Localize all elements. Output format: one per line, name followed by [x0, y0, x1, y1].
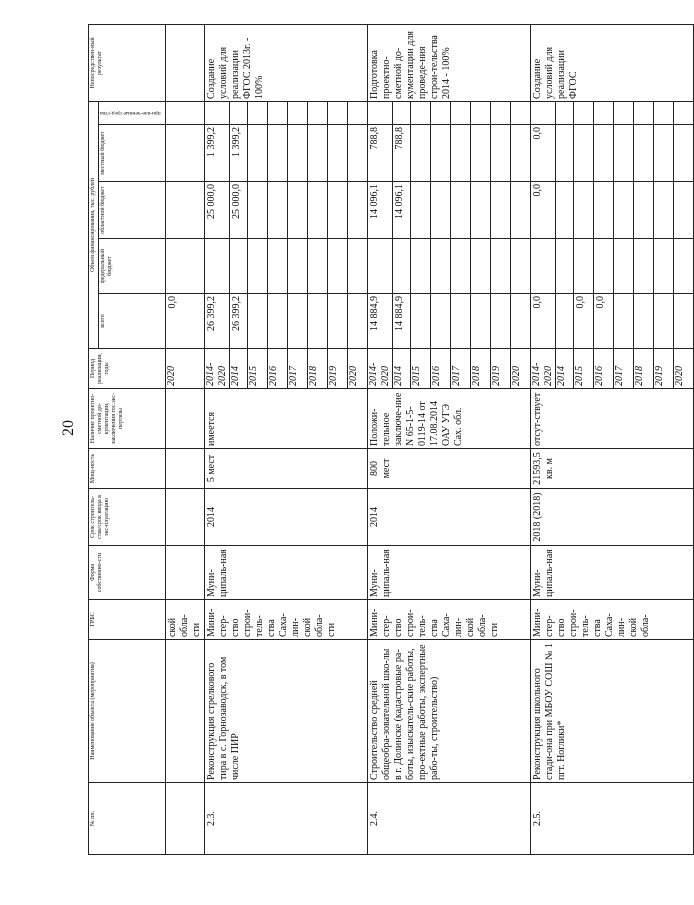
local-cell: [593, 125, 613, 182]
other-cell: [470, 101, 490, 124]
regional-cell: 14 096,1: [392, 182, 410, 239]
regional-cell: [450, 182, 470, 239]
total-cell: [410, 294, 430, 349]
header-funding: Объем финансирования, тыс. рублей: [89, 101, 99, 348]
table-row: [204, 24, 229, 854]
local-cell: [470, 125, 490, 182]
other-cell: [307, 101, 327, 124]
header-other-label: при-вле-ченные сред-ства: [100, 109, 161, 116]
local-cell: [247, 125, 267, 182]
local-cell: [347, 125, 367, 182]
other-cell: [673, 101, 693, 124]
year-cell: 2015: [573, 349, 593, 389]
other-cell: [229, 101, 247, 124]
row-number: 2.4.: [367, 783, 530, 855]
federal-cell: [530, 239, 555, 294]
year-cell: 2016: [593, 349, 613, 389]
object-name: Строительство средней общеобра-зовательной шко-лы в г. Долинске (кадастровые ра-боты, изыскатель-ские работы, про-ектные работы, экспертные рабо-ты, строительство): [367, 640, 530, 783]
federal-cell: [573, 239, 593, 294]
other-cell: [347, 101, 367, 124]
docs-cell: имеется: [204, 389, 367, 449]
federal-cell: [555, 239, 573, 294]
federal-cell: [450, 239, 470, 294]
local-cell: [555, 125, 573, 182]
federal-cell: [593, 239, 613, 294]
year-cell: 2019: [490, 349, 510, 389]
carry-total: 0,0: [165, 294, 204, 349]
total-cell: [287, 294, 307, 349]
regional-cell: [247, 182, 267, 239]
regional-cell: 25 000,0: [229, 182, 247, 239]
capacity-cell: 21593,5 кв. м: [530, 449, 693, 489]
result-cell: Создание условий для реализации ФГОС: [530, 24, 693, 101]
year-cell: 2019: [653, 349, 673, 389]
year-cell: 2019: [327, 349, 347, 389]
result-cell: Создание условий для реализации ФГОС 2013г. - 100%: [204, 24, 367, 101]
local-cell: [327, 125, 347, 182]
regional-cell: [307, 182, 327, 239]
federal-cell: [673, 239, 693, 294]
regional-cell: 14 096,1: [367, 182, 392, 239]
total-cell: 14 884,9: [367, 294, 392, 349]
regional-cell: [430, 182, 450, 239]
total-cell: [555, 294, 573, 349]
year-cell: 2016: [430, 349, 450, 389]
rotated-table-wrapper: [88, 31, 685, 855]
year-cell: 2017: [450, 349, 470, 389]
federal-cell: [287, 239, 307, 294]
header-local: местный бюджет: [99, 125, 166, 182]
regional-cell: [573, 182, 593, 239]
other-cell: [633, 101, 653, 124]
year-cell: 2014-2020: [530, 349, 555, 389]
result-cell: Подготовка проектно-сметной до-кументации для проведе-ния строи-тельства 2014 - 100%: [367, 24, 530, 101]
local-cell: [430, 125, 450, 182]
regional-cell: [673, 182, 693, 239]
term-cell: 2018 (2018): [530, 489, 693, 546]
other-cell: [410, 101, 430, 124]
header-grbs: ГРБС: [89, 600, 166, 640]
header-result: Непосредствен-ный результат: [89, 24, 166, 101]
total-cell: [347, 294, 367, 349]
regional-cell: 0,0: [530, 182, 555, 239]
term-cell: 2014: [204, 489, 367, 546]
total-cell: [307, 294, 327, 349]
federal-cell: [229, 239, 247, 294]
regional-cell: [267, 182, 287, 239]
total-cell: [510, 294, 530, 349]
local-cell: [490, 125, 510, 182]
header-total: всего: [99, 294, 166, 349]
other-cell: [613, 101, 633, 124]
total-cell: [430, 294, 450, 349]
other-cell: [247, 101, 267, 124]
other-cell: [327, 101, 347, 124]
local-cell: 1 399,2: [204, 125, 229, 182]
federal-cell: [307, 239, 327, 294]
total-cell: [327, 294, 347, 349]
term-cell: 2014: [367, 489, 530, 546]
regional-cell: [613, 182, 633, 239]
total-cell: [247, 294, 267, 349]
year-cell: 2020: [347, 349, 367, 389]
object-name: Реконструкция школьного стади-она при МБОУ СОШ № 1 пгт. Ноглики*: [530, 640, 693, 783]
header-name: Наименование объекта (мероприятия): [89, 640, 166, 783]
year-cell: 2016: [267, 349, 287, 389]
regional-cell: [347, 182, 367, 239]
year-cell: 2018: [307, 349, 327, 389]
other-cell: [593, 101, 613, 124]
other-cell: [555, 101, 573, 124]
total-cell: [633, 294, 653, 349]
row-number: 2.3.: [204, 783, 367, 855]
total-cell: 26 399,2: [204, 294, 229, 349]
funding-table: [88, 24, 694, 855]
total-cell: [613, 294, 633, 349]
capacity-cell: 5 мест: [204, 449, 367, 489]
federal-cell: [347, 239, 367, 294]
federal-cell: [653, 239, 673, 294]
total-cell: [490, 294, 510, 349]
total-cell: [673, 294, 693, 349]
federal-cell: [327, 239, 347, 294]
local-cell: 1 399,2: [229, 125, 247, 182]
other-cell: [510, 101, 530, 124]
local-cell: [573, 125, 593, 182]
year-cell: 2014-2020: [204, 349, 229, 389]
object-name: Реконструкция стрелкового тира в с. Горнозаводск, в том числе ПИР: [204, 640, 367, 783]
total-cell: [653, 294, 673, 349]
federal-cell: [633, 239, 653, 294]
federal-cell: [490, 239, 510, 294]
year-cell: 2017: [613, 349, 633, 389]
federal-cell: [510, 239, 530, 294]
ownership-cell: Муни-ципаль-ная: [367, 546, 530, 600]
regional-cell: 25 000,0: [204, 182, 229, 239]
federal-cell: [613, 239, 633, 294]
regional-cell: [327, 182, 347, 239]
total-cell: 14 884,9: [392, 294, 410, 349]
federal-cell: [204, 239, 229, 294]
ownership-cell: Муни-ципаль-ная: [204, 546, 367, 600]
ownership-cell: Муни-ципаль-ная: [530, 546, 693, 600]
other-cell: [367, 101, 392, 124]
other-cell: [530, 101, 555, 124]
local-cell: [267, 125, 287, 182]
local-cell: 0,0: [530, 125, 555, 182]
year-cell: 2014: [229, 349, 247, 389]
federal-cell: [470, 239, 490, 294]
page-number: 20: [60, 420, 77, 436]
local-cell: [613, 125, 633, 182]
federal-cell: [392, 239, 410, 294]
year-cell: 2014-2020: [367, 349, 392, 389]
year-cell: 2018: [633, 349, 653, 389]
federal-cell: [367, 239, 392, 294]
regional-cell: [287, 182, 307, 239]
local-cell: 788,8: [367, 125, 392, 182]
other-cell: [287, 101, 307, 124]
local-cell: [307, 125, 327, 182]
table-row: [367, 24, 392, 854]
total-cell: [450, 294, 470, 349]
header-no: № пп.: [89, 783, 166, 855]
other-cell: [392, 101, 410, 124]
regional-cell: [633, 182, 653, 239]
other-cell: [430, 101, 450, 124]
header-period: Период реализации, годы: [89, 349, 166, 389]
year-cell: 2018: [470, 349, 490, 389]
other-cell: [653, 101, 673, 124]
local-cell: [633, 125, 653, 182]
header-capacity: Мощ-ность: [89, 449, 166, 489]
year-cell: 2014: [555, 349, 573, 389]
header-federal: федеральный бюджет: [99, 239, 166, 294]
regional-cell: [410, 182, 430, 239]
docs-cell: Положи-тельное заключе-ние N 65-1-5-0119-14 от 17.08.2014 ОАУ УГЭ Сах. обл.: [367, 389, 530, 449]
other-cell: [267, 101, 287, 124]
federal-cell: [247, 239, 267, 294]
total-cell: 26 399,2: [229, 294, 247, 349]
table-body: [204, 24, 693, 854]
local-cell: 788,8: [392, 125, 410, 182]
grbs-cell: Мини-стер-ство строи-тель-ства Саха-лин-ской обла-сти: [204, 600, 367, 640]
regional-cell: [470, 182, 490, 239]
total-cell: 0,0: [530, 294, 555, 349]
capacity-cell: 800 мест: [367, 449, 530, 489]
total-cell: [267, 294, 287, 349]
local-cell: [287, 125, 307, 182]
year-cell: 2014: [392, 349, 410, 389]
total-cell: 0,0: [573, 294, 593, 349]
federal-cell: [410, 239, 430, 294]
carry-row: [165, 24, 204, 854]
regional-cell: [510, 182, 530, 239]
year-cell: 2015: [247, 349, 267, 389]
carry-year: 2020: [165, 349, 204, 389]
regional-cell: [593, 182, 613, 239]
carry-grbs: ской обла-сти: [165, 600, 204, 640]
total-cell: 0,0: [593, 294, 613, 349]
local-cell: [410, 125, 430, 182]
other-cell: [573, 101, 593, 124]
federal-cell: [430, 239, 450, 294]
header-ownership: Форма собственно-сти: [89, 546, 166, 600]
year-cell: 2020: [673, 349, 693, 389]
local-cell: [510, 125, 530, 182]
total-cell: [470, 294, 490, 349]
local-cell: [673, 125, 693, 182]
year-cell: 2020: [510, 349, 530, 389]
local-cell: [653, 125, 673, 182]
header-other: [99, 101, 166, 124]
grbs-cell: Мини-стер-ство строи-тель-ства Саха-лин-ской обла-: [530, 600, 693, 640]
grbs-cell: Мини-стер-ство строи-тель-ства Саха-лин-ской обла-сти: [367, 600, 530, 640]
other-cell: [490, 101, 510, 124]
regional-cell: [653, 182, 673, 239]
regional-cell: [490, 182, 510, 239]
docs-cell: отсут-ствует: [530, 389, 693, 449]
header-docs: Наличие проектно-сметной до-кументации, заключения гос.экс-пертизы: [89, 389, 166, 449]
table-row: [530, 24, 555, 854]
year-cell: 2015: [410, 349, 430, 389]
federal-cell: [267, 239, 287, 294]
year-cell: 2017: [287, 349, 307, 389]
header-regional: областной бюджет: [99, 182, 166, 239]
local-cell: [450, 125, 470, 182]
regional-cell: [555, 182, 573, 239]
other-cell: [450, 101, 470, 124]
header-term: Срок строитель-ства/срок ввода в экс-плуатацию: [89, 489, 166, 546]
other-cell: [204, 101, 229, 124]
row-number: 2.5.: [530, 783, 693, 855]
